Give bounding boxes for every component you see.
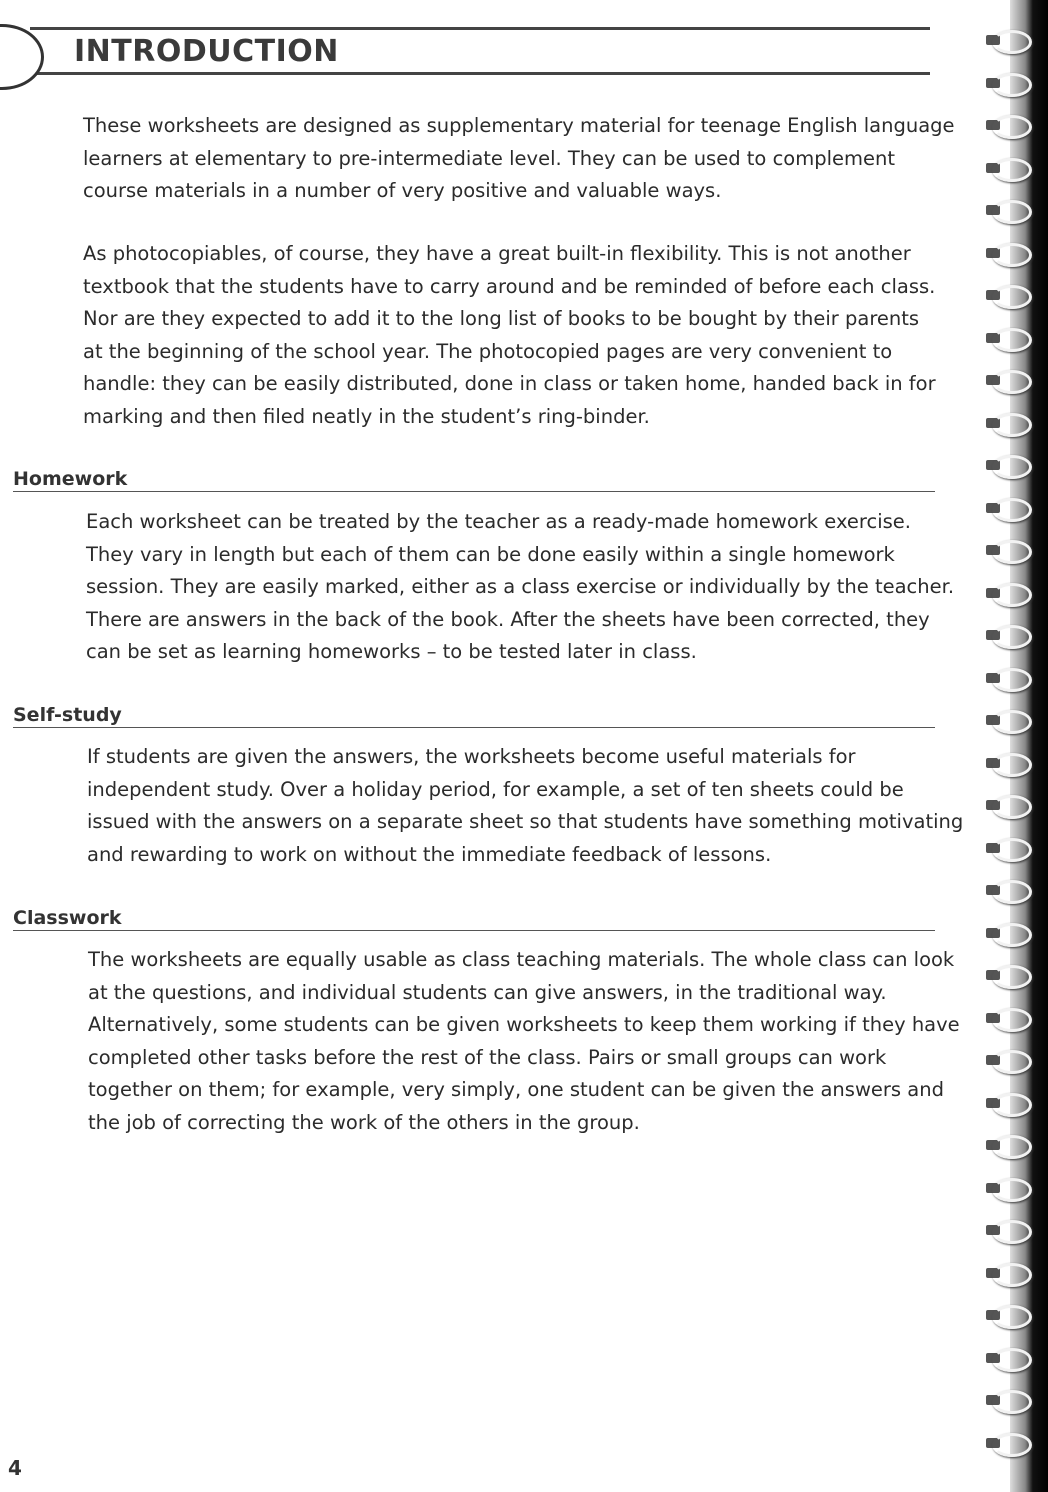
text-line: As photocopiables, of course, they have a great built-in flexibility. This is not another: [83, 242, 911, 265]
text-line: together on them; for example, very simply, one student can be given the answers and: [88, 1078, 944, 1101]
spiral-ring: [982, 623, 1030, 647]
spiral-ring: [982, 1218, 1030, 1242]
wire-loop: [992, 285, 1032, 309]
spiral-ring: [982, 326, 1030, 350]
text-line: at the questions, and individual students can give answers, in the traditional way.: [88, 980, 887, 1004]
spiral-ring: [982, 453, 1030, 477]
text-line: independent study. Over a holiday period, for example, a set of ten sheets could be: [87, 777, 904, 801]
wire-loop: [992, 455, 1032, 479]
spiral-ring: [982, 1006, 1030, 1030]
wire-loop: [992, 73, 1032, 97]
spiral-ring: [982, 836, 1030, 860]
spiral-ring: [982, 28, 1030, 52]
wire-loop: [992, 1348, 1032, 1372]
header-circle-decoration: [0, 24, 44, 90]
text-line: Each worksheet can be treated by the teacher as a ready-made homework exercise.: [86, 510, 911, 533]
header-rule-bottom: [30, 72, 930, 75]
wire-loop: [992, 1135, 1032, 1159]
spiral-ring: [982, 1431, 1030, 1455]
wire-loop: [992, 583, 1032, 607]
spiral-ring: [982, 113, 1030, 137]
text-line: If students are given the answers, the worksheets become useful materials for: [87, 745, 856, 768]
wire-loop: [992, 158, 1032, 182]
wire-loop: [992, 1178, 1032, 1202]
self-study-paragraph: [87, 741, 963, 871]
text-line: issued with the answers on a separate sheet so that students have something motivating: [87, 810, 964, 833]
spiral-ring: [982, 368, 1030, 392]
wire-loop: [992, 370, 1032, 394]
header-rule-top: [30, 27, 930, 30]
wire-loop: [992, 540, 1032, 564]
spiral-ring: [982, 1261, 1030, 1285]
wire-loop: [992, 1050, 1032, 1074]
section-heading-classwork: Classwork: [13, 907, 935, 931]
text-line: These worksheets are designed as supplementary material for teenage English language: [83, 114, 955, 137]
text-line: The worksheets are equally usable as class teaching materials. The whole class can look: [88, 948, 955, 971]
spiral-ring: [982, 71, 1030, 95]
spiral-ring: [982, 283, 1030, 307]
text-line: There are answers in the back of the book. After the sheets have been corrected, they: [86, 607, 930, 631]
text-line: handle: they can be easily distributed, done in class or taken home, handed back in for: [83, 372, 936, 395]
spiral-ring: [982, 666, 1030, 690]
spiral-ring: [982, 156, 1030, 180]
spiral-ring: [982, 538, 1030, 562]
wire-loop: [992, 668, 1032, 692]
spiral-ring: [982, 751, 1030, 775]
spiral-ring: [982, 1091, 1030, 1115]
wire-loop: [992, 1390, 1032, 1414]
text-line: session. They are easily marked, either as a class exercise or individually by the teacher.: [86, 575, 955, 598]
text-line: completed other tasks before the rest of the class. Pairs or small groups can work: [88, 1045, 887, 1069]
text-line: course materials in a number of very positive and valuable ways.: [83, 179, 722, 202]
text-line: They vary in length but each of them can be done easily within a single homework: [86, 542, 895, 566]
text-line: Nor are they expected to add it to the long list of books to be bought by their parents: [83, 307, 920, 330]
classwork-paragraph: [88, 944, 960, 1139]
spiral-ring: [982, 1303, 1030, 1327]
spiral-ring: [982, 1133, 1030, 1157]
wire-loop: [992, 115, 1032, 139]
wire-loop: [992, 1305, 1032, 1329]
page-title: INTRODUCTION: [74, 34, 339, 69]
wire-loop: [992, 498, 1032, 522]
wire-loop: [992, 1008, 1032, 1032]
text-line: at the beginning of the school year. The photocopied pages are very convenient to: [83, 339, 893, 363]
spiral-ring: [982, 1048, 1030, 1072]
intro-paragraph-2: [83, 238, 936, 433]
wire-loop: [992, 965, 1032, 989]
wire-loop: [992, 753, 1032, 777]
wire-loop: [992, 1263, 1032, 1287]
spiral-ring: [982, 581, 1030, 605]
wire-loop: [992, 243, 1032, 267]
homework-paragraph: [86, 506, 954, 669]
spiral-ring: [982, 921, 1030, 945]
wire-loop: [992, 413, 1032, 437]
spiral-ring: [982, 496, 1030, 520]
section-heading-homework: Homework: [13, 468, 935, 492]
wire-loop: [992, 710, 1032, 734]
text-line: marking and then filed neatly in the student’s ring-binder.: [83, 404, 650, 428]
wire-loop: [992, 795, 1032, 819]
wire-loop: [992, 30, 1032, 54]
text-line: learners at elementary to pre-intermediate level. They can be used to complement: [83, 146, 896, 170]
section-heading-self-study: Self-study: [13, 704, 935, 728]
spiral-ring: [982, 1346, 1030, 1370]
spiral-ring: [982, 878, 1030, 902]
spiral-ring: [982, 241, 1030, 265]
wire-loop: [992, 1433, 1032, 1457]
intro-paragraph-1: [83, 110, 955, 208]
wire-loop: [992, 625, 1032, 649]
text-line: textbook that the students have to carry around and be reminded of before each class.: [83, 274, 936, 298]
wire-loop: [992, 200, 1032, 224]
page-number: 4: [8, 1456, 22, 1480]
spiral-ring: [982, 411, 1030, 435]
text-line: Alternatively, some students can be given worksheets to keep them working if they have: [88, 1013, 960, 1036]
spiral-ring: [982, 1176, 1030, 1200]
wire-loop: [992, 923, 1032, 947]
wire-loop: [992, 880, 1032, 904]
text-line: and rewarding to work on without the immediate feedback of lessons.: [87, 842, 772, 866]
spiral-ring: [982, 963, 1030, 987]
spiral-ring: [982, 198, 1030, 222]
wire-loop: [992, 838, 1032, 862]
wire-loop: [992, 1093, 1032, 1117]
text-line: can be set as learning homeworks – to be tested later in class.: [86, 640, 697, 663]
wire-loop: [992, 328, 1032, 352]
wire-loop: [992, 1220, 1032, 1244]
spiral-ring: [982, 793, 1030, 817]
spiral-ring: [982, 1388, 1030, 1412]
spiral-ring: [982, 708, 1030, 732]
text-line: the job of correcting the work of the others in the group.: [88, 1110, 640, 1134]
